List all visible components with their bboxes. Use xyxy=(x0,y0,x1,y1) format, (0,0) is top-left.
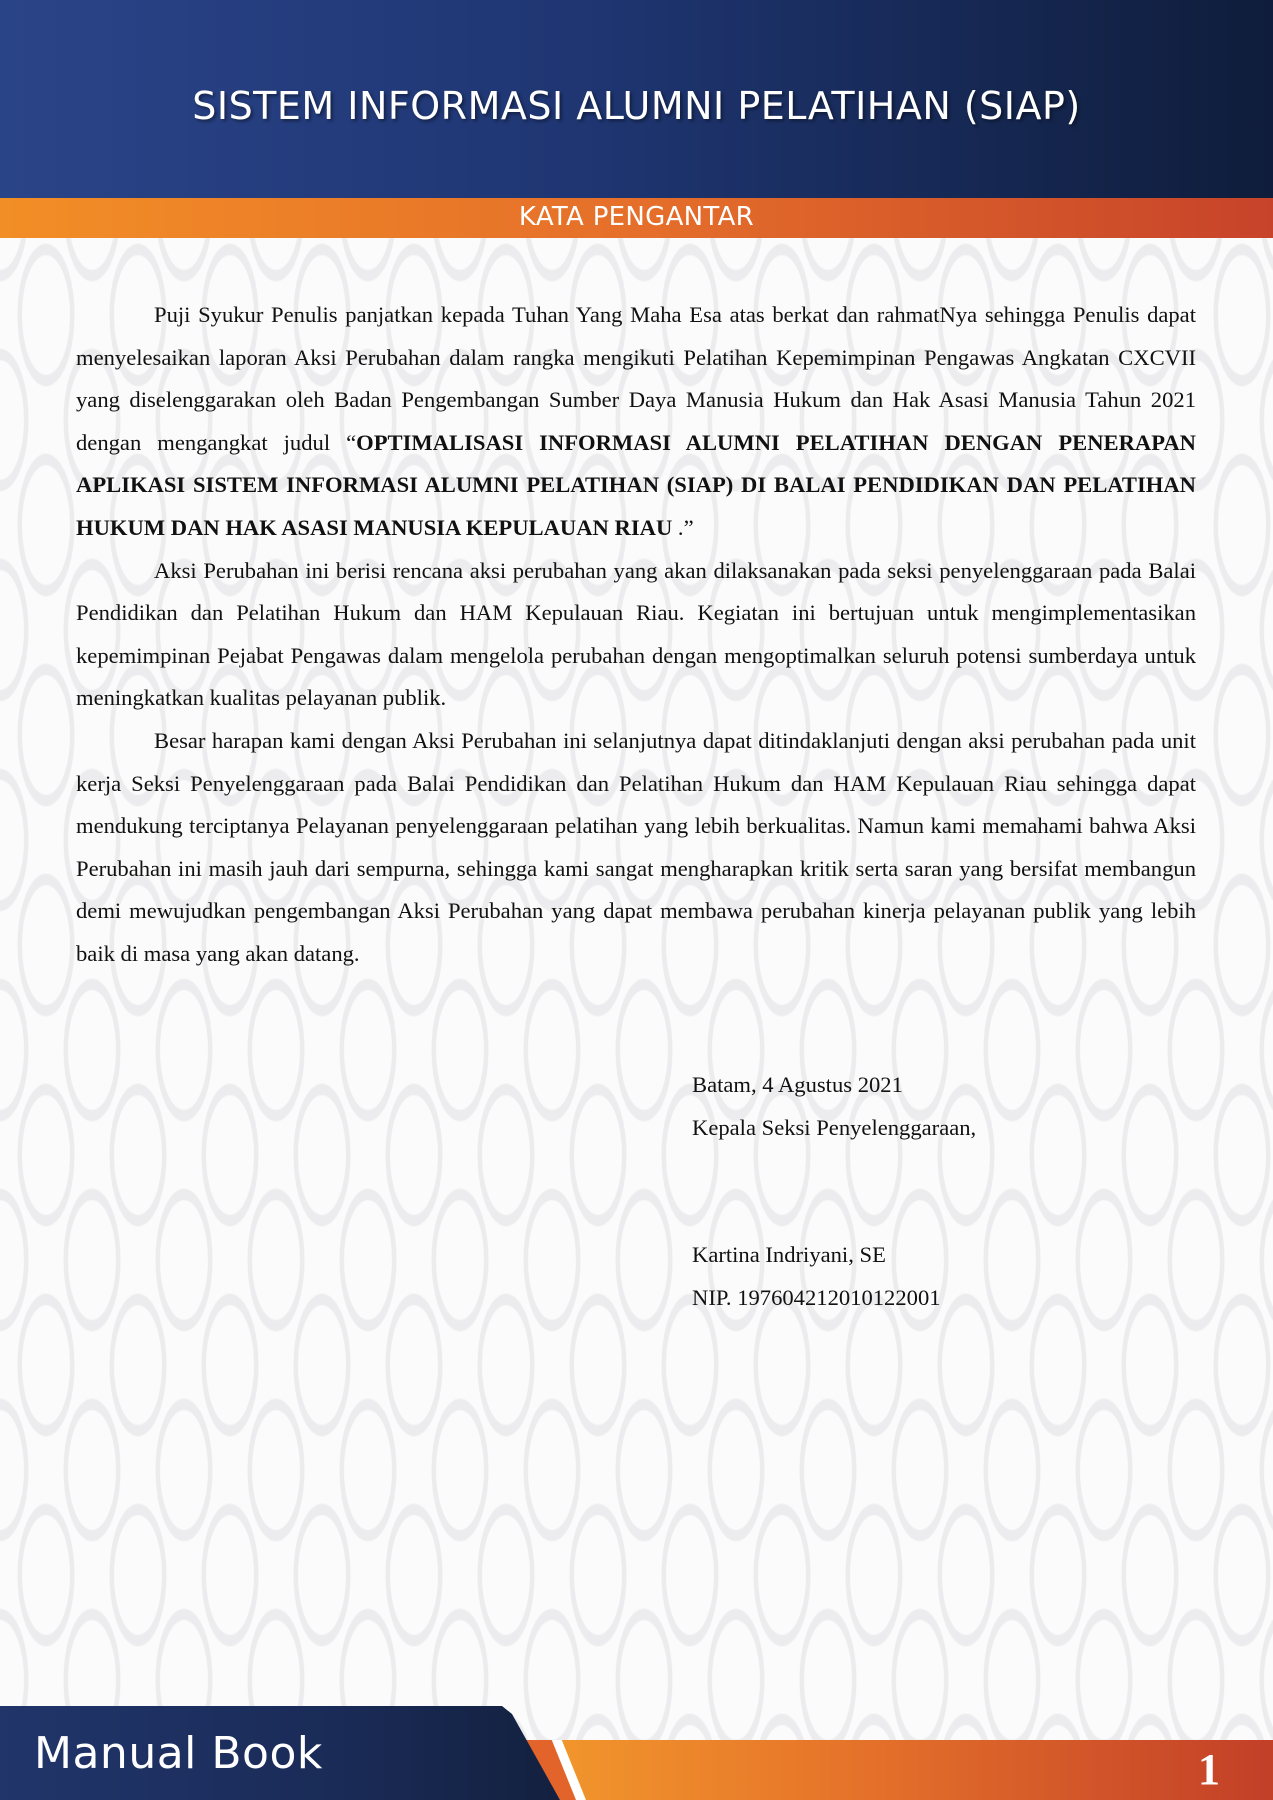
page-number: 1 xyxy=(1198,1745,1220,1794)
paragraph-3: Besar harapan kami dengan Aksi Perubahan ini selanjutnya dapat ditindaklanjuti dengan aksi perubahan pada unit kerja Seksi Penyelenggaraan pada Balai Pendidikan dan Pelatihan Hukum dan HAM Kepulauan Riau sehingga dapat mendukung terciptanya Pelayanan penyelenggaraan pelatihan yang lebih berkualitas. Namun kami memahami bahwa Aksi Perubahan ini masih jauh dari sempurna, sehingga kami sangat mengharapkan kritik serta saran yang bersifat membangun demi mewujudkan pengembangan Aksi Perubahan yang dapat membawa perubahan kinerja pelayanan publik yang lebih baik di masa yang akan datang. xyxy=(76,727,1196,966)
paragraph-1 xyxy=(76,294,1196,550)
signature-space xyxy=(692,1149,976,1234)
signature-block xyxy=(692,1064,976,1319)
section-title: KATA PENGANTAR xyxy=(518,202,755,232)
section-bar xyxy=(0,198,1273,238)
paragraph-1-intro: Puji Syukur Penulis panjatkan kepada Tuhan Yang Maha Esa atas berkat dan rahmatNya sehingga Penulis dapat menyelesaikan laporan Aksi Perubahan dalam rangka mengikuti Pelatihan Kepemimpinan Pengawas Angkatan CXCVII yang diselenggarakan oleh Badan Pengembangan Sumber Daya Manusia Hukum dan Hak Asasi Manusia Tahun 2021 dengan mengangkat judul “ xyxy=(76,302,1196,455)
paragraph-2: Aksi Perubahan ini berisi rencana aksi perubahan yang akan dilaksanakan pada seksi penyelenggaraan pada Balai Pendidikan dan Pelatihan Hukum dan HAM Kepulauan Riau. Kegiatan ini bertujuan untuk mengimplementasikan kepemimpinan Pejabat Pengawas dalam mengelola perubahan dengan mengoptimalkan seluruh potensi sumberdaya untuk meningkatkan kualitas pelayanan publik. xyxy=(76,557,1196,711)
header-banner xyxy=(0,0,1273,198)
footer-label: Manual Book xyxy=(34,1728,323,1779)
signer-name: Kartina Indriyani, SE xyxy=(692,1242,886,1268)
paragraph-1-closing: .” xyxy=(672,514,694,540)
place-date: Batam, 4 Agustus 2021 xyxy=(692,1072,903,1097)
signer-position: Kepala Seksi Penyelenggaraan, xyxy=(692,1114,977,1140)
report-title-bold: OPTIMALISASI INFORMASI ALUMNI PELATIHAN DENGAN PENERAPAN APLIKASI SISTEM INFORMASI ALUMNI PELATIHAN (SIAP) DI BALAI PENDIDIKAN DAN PELATIHAN HUKUM DAN HAK ASASI MANUSIA KEPULAUAN RIAU xyxy=(76,429,1197,540)
signer-nip: NIP. 197604212010122001 xyxy=(692,1284,941,1310)
footer-accent-band xyxy=(520,1740,1273,1800)
body-text xyxy=(76,294,1196,976)
document-title: SISTEM INFORMASI ALUMNI PELATIHAN (SIAP) xyxy=(192,84,1081,128)
